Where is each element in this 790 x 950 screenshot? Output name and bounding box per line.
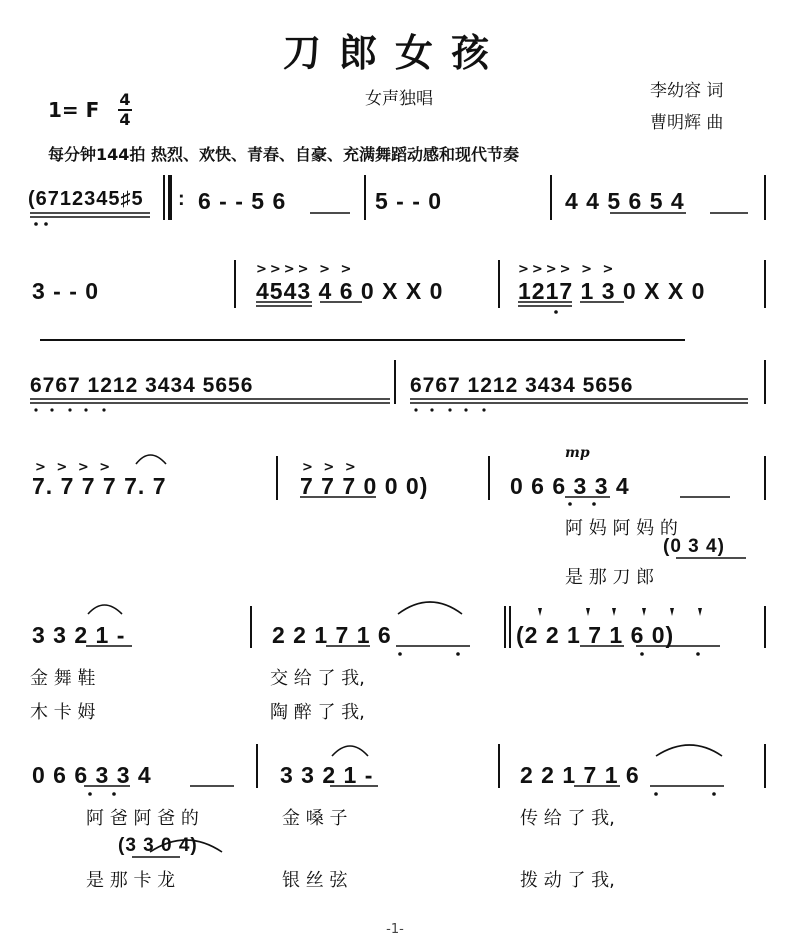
measure-notes: 7 7 7 0 0 0) [300, 473, 429, 499]
staccato-mark [698, 608, 702, 616]
accent-marks: >>>> > > [518, 262, 617, 277]
slur-arc [150, 840, 222, 852]
measure-notes: 6767 1212 3434 5656 [30, 374, 254, 397]
measure-notes: 6767 1212 3434 5656 [410, 374, 634, 397]
composer-credit: 曹明辉 曲 [650, 113, 724, 133]
lyric-line: 是 那 卡 龙 [86, 870, 176, 891]
accent-marks: >>>> > > [256, 262, 355, 277]
measure-notes: 2 2 1 7 1 6 [520, 762, 640, 788]
octave-dot [568, 502, 572, 506]
page-number: -1- [386, 922, 404, 937]
octave-dot [102, 408, 105, 411]
octave-dot [712, 792, 716, 796]
lyric-line: 金 嗓 子 [282, 808, 348, 829]
fill-notes: (0 3 4) [663, 536, 725, 557]
lyric-line: 木 卡 姆 [30, 702, 96, 723]
octave-dot [34, 408, 37, 411]
octave-dot [44, 222, 48, 226]
octave-dot [68, 408, 71, 411]
octave-dot [414, 408, 417, 411]
octave-dot [456, 652, 460, 656]
accent-marks: > > > > [35, 460, 114, 475]
measure-notes: 0 6 6 3 3 4 [32, 762, 152, 788]
octave-dot [654, 792, 658, 796]
lyric-line: 陶 醉 了 我, [270, 702, 365, 723]
octave-dot [554, 310, 558, 314]
measure-notes: 7. 7 7 7 7. 7 [32, 473, 167, 499]
staccato-mark [670, 608, 674, 616]
measure-notes: 5 - - 0 [375, 188, 443, 214]
measure-notes: 2 2 1 7 1 6 [272, 622, 392, 648]
meter-denominator: 4 [119, 110, 131, 129]
staccato-mark [538, 608, 542, 616]
tempo-marking: 每分钟144拍 热烈、欢快、青春、自豪、充满舞蹈动感和现代节奏 [48, 145, 519, 164]
fill-notes: (3 3 0 4) [118, 835, 198, 856]
dynamic-marking: mp [565, 445, 590, 461]
measure-notes: 6 - - 5 6 [198, 188, 287, 214]
measure-notes: 3 3 2 1 - [32, 622, 126, 648]
staccato-mark [586, 608, 590, 616]
octave-dot [696, 652, 700, 656]
song-title: 刀郎女孩 [282, 30, 507, 75]
lyric-line: 是 那 刀 郎 [565, 567, 655, 588]
lyric-line: 银 丝 弦 [282, 870, 348, 891]
slur-arc [656, 745, 722, 756]
lyricist-credit: 李幼容 词 [650, 81, 724, 101]
measure-notes: 3 3 2 1 - [280, 762, 374, 788]
octave-dot [464, 408, 467, 411]
slur-arc [332, 746, 368, 756]
meter-numerator: 4 [119, 90, 131, 109]
performance-subtitle: 女声独唱 [365, 89, 433, 109]
measure-notes: 0 6 6 3 3 4 [510, 473, 630, 499]
slur-arc [398, 602, 462, 614]
accent-marks: > > > [302, 460, 359, 475]
measure-notes: (2 2 1 7 1 6 0) [516, 622, 675, 648]
measure-notes: 1217 1 3 0 X X 0 [518, 278, 706, 304]
octave-dot [430, 408, 433, 411]
measure-notes: 4 4 5 6 5 4 [565, 188, 685, 214]
octave-dot [84, 408, 87, 411]
octave-dot [640, 652, 644, 656]
octave-dot [50, 408, 53, 411]
lyric-line: 阿 妈 阿 妈 的 [565, 518, 678, 539]
measure-notes: 3 - - 0 [32, 278, 100, 304]
lyric-line: 金 舞 鞋 [30, 668, 96, 689]
octave-dot [88, 792, 92, 796]
tie-arc [136, 455, 166, 464]
octave-dot [112, 792, 116, 796]
lyric-line: 阿 爸 阿 爸 的 [86, 808, 199, 829]
lyric-line: 拨 动 了 我, [520, 870, 615, 891]
staccato-mark [612, 608, 616, 616]
octave-dot [592, 502, 596, 506]
measure-notes: 4543 4 6 0 X X 0 [256, 278, 444, 304]
octave-dot [482, 408, 485, 411]
slur-arc [88, 605, 122, 614]
lyric-line: 交 给 了 我, [270, 668, 365, 689]
staccato-mark [642, 608, 646, 616]
octave-dot [448, 408, 451, 411]
octave-dot [34, 222, 38, 226]
repeat-dots-icon: : [178, 188, 186, 210]
intro-notes: (6712345♯5 [28, 188, 144, 210]
lyric-line: 传 给 了 我, [520, 808, 615, 829]
octave-dot [398, 652, 402, 656]
key-signature: 1= F [48, 98, 100, 122]
